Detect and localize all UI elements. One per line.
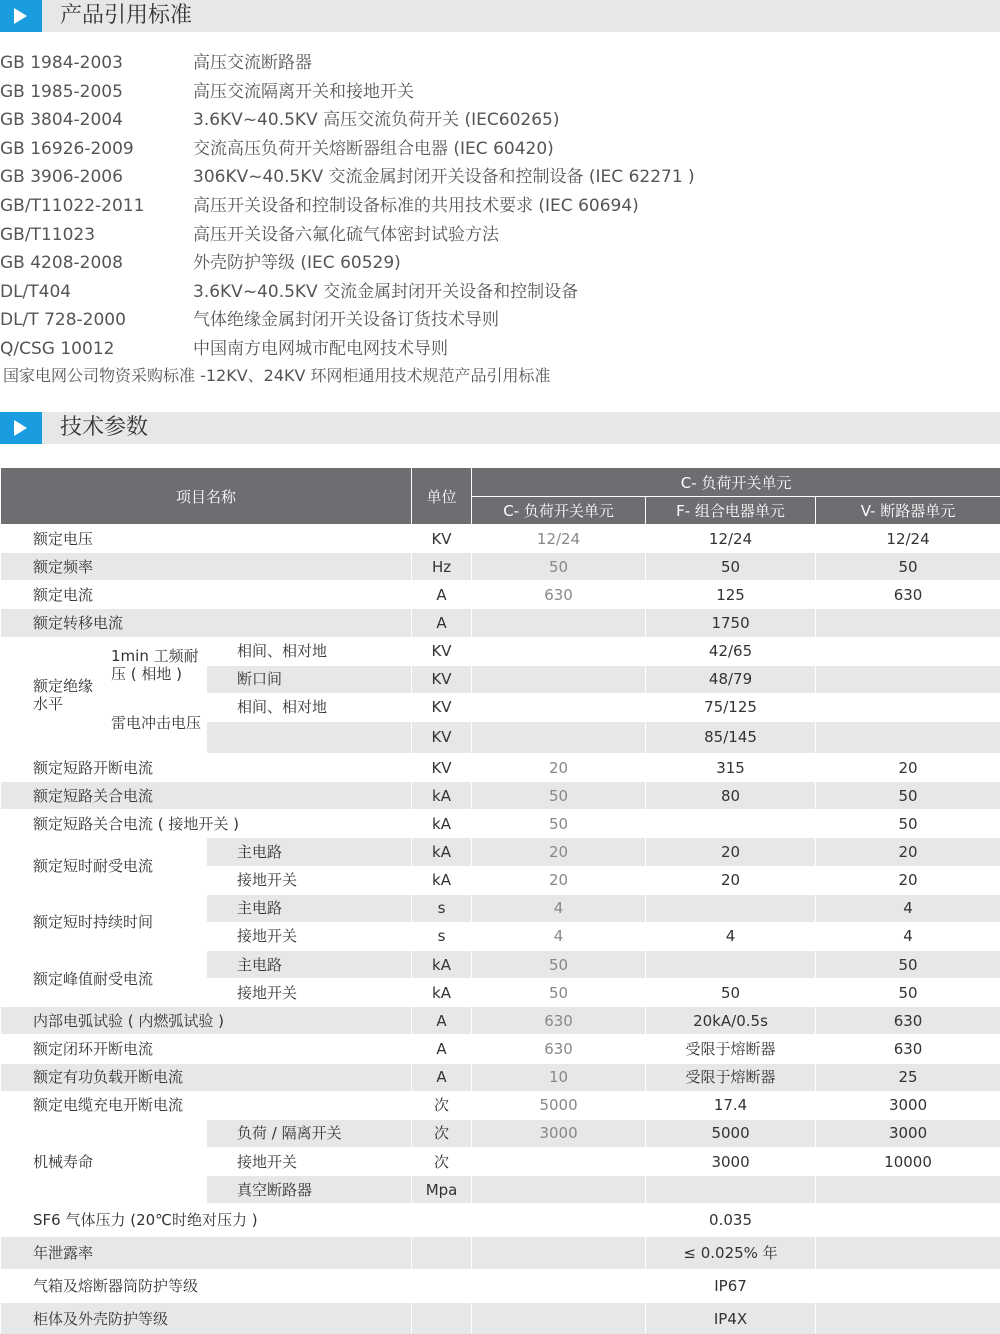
standard-item [0, 163, 1000, 192]
standard-name: 306KV~40.5KV 交流金属封闭开关设备和控制设备 (IEC 62271 ) [193, 167, 695, 188]
table-row: 年泄露率 ≤ 0.025% 年 [1, 1237, 1000, 1270]
table-row: 额定频率 Hz 50 50 50 [1, 553, 1000, 581]
table-row: 内部电弧试验 ( 内燃弧试验 ) A 630 20kA/0.5s 630 [1, 1007, 1000, 1035]
standard-item [0, 106, 1000, 135]
table-row: 气箱及熔断器筒防护等级 IP67 [1, 1270, 1000, 1303]
table-row: 额定电缆充电开断电流 次 5000 17.4 3000 [1, 1091, 1000, 1119]
table-row: 额定绝缘水平 1min 工频耐压 ( 相地 ) 相间、相对地 KV 42/65 [1, 637, 1000, 665]
section-header-standards [0, 0, 1000, 32]
play-arrow-icon [0, 0, 42, 32]
standard-name: 3.6KV~40.5KV 交流金属封闭开关设备和控制设备 [193, 281, 579, 302]
table-row: 额定有功负载开断电流 A 10 受限于熔断器 25 [1, 1063, 1000, 1091]
table-row: 接地开关 kA 20 20 20 [1, 866, 1000, 894]
table-row: 真空断路器 Mpa [1, 1176, 1000, 1204]
standard-code: GB 4208-2008 [0, 253, 123, 274]
table-row: SF6 气体压力 (20℃时绝对压力 ) 0.035 [1, 1204, 1000, 1237]
standard-item [0, 249, 1000, 278]
standard-name: 交流高压负荷开关熔断器组合电器 (IEC 60420) [193, 138, 554, 159]
table-row: 接地开关 s 4 4 4 [1, 922, 1000, 950]
standard-item [0, 335, 1000, 364]
header-col1: C- 负荷开关单元 [472, 497, 646, 525]
standard-name: 高压交流断路器 [193, 53, 312, 73]
parameters-table [0, 467, 1000, 1334]
standard-code: Q/CSG 10012 [0, 338, 115, 359]
section-title: 产品引用标准 [60, 3, 193, 28]
table-row: 柜体及外壳防护等级 IP4X [1, 1303, 1000, 1334]
table-row: 断口间 KV 48/79 [1, 665, 1000, 693]
standard-item [0, 278, 1000, 307]
table-row: 额定转移电流 A 1750 [1, 609, 1000, 637]
section-title: 技术参数 [60, 415, 149, 440]
standard-code: DL/T404 [0, 281, 72, 302]
standard-item [0, 192, 1000, 221]
standard-name: 高压开关设备六氟化硫气体密封试验方法 [193, 224, 499, 245]
table-row: 雷电冲击电压 相间、相对地 KV 75/125 [1, 693, 1000, 721]
header-col2: F- 组合电器单元 [646, 497, 816, 525]
table-row: 额定峰值耐受电流 主电路 kA 50 50 [1, 950, 1000, 978]
standard-item [0, 49, 1000, 78]
table-row: 接地开关 次 3000 10000 [1, 1147, 1000, 1175]
table-row: 额定短路关合电流 ( 接地开关 ) kA 50 50 [1, 810, 1000, 838]
standard-code: GB 3804-2004 [0, 110, 123, 131]
standard-code: GB/T11022-2011 [0, 195, 145, 216]
standard-code: GB 3906-2006 [0, 167, 123, 188]
play-arrow-icon [0, 412, 42, 444]
standard-item [0, 221, 1000, 250]
standard-item [0, 78, 1000, 107]
table-row: 机械寿命 负荷 / 隔离开关 次 3000 5000 3000 [1, 1119, 1000, 1147]
standard-item [0, 364, 1000, 388]
standard-name: 高压开关设备和控制设备标准的共用技术要求 (IEC 60694) [193, 195, 639, 216]
header-col3: V- 断路器单元 [816, 497, 1000, 525]
table-row: 额定电流 A 630 125 630 [1, 581, 1000, 609]
insulation-label: 额定绝缘水平 [1, 637, 105, 753]
table-row: KV 85/145 [1, 721, 1000, 753]
table-row: 额定短时耐受电流 主电路 kA 20 20 20 [1, 838, 1000, 866]
standard-name: 外壳防护等级 (IEC 60529) [193, 253, 401, 274]
standard-item [0, 135, 1000, 164]
standard-code: DL/T 728-2000 [0, 310, 126, 331]
table-row: 额定短时持续时间 主电路 s 4 4 [1, 894, 1000, 922]
standard-name: 3.6KV~40.5KV 高压交流负荷开关 (IEC60265) [193, 110, 560, 131]
section-header-parameters [0, 412, 1000, 444]
standard-item [0, 306, 1000, 335]
table-row: 额定电压 KV 12/24 12/24 12/24 [1, 525, 1000, 553]
table-row: 接地开关 kA 50 50 50 [1, 979, 1000, 1007]
standard-code: GB 1984-2003 [0, 53, 123, 73]
standard-name: 中国南方电网城市配电网技术导则 [193, 338, 448, 359]
standard-code: GB 16926-2009 [0, 138, 134, 159]
header-unit: 单位 [412, 468, 472, 525]
table-row: 额定短路开断电流 KV 20 315 20 [1, 753, 1000, 781]
standard-code: GB 1985-2005 [0, 81, 123, 102]
standards-note: 国家电网公司物资采购标准 -12KV、24KV 环网柜通用技术规范产品引用标准 [3, 365, 551, 385]
standard-name: 气体绝缘金属封闭开关设备订货技术导则 [193, 310, 499, 331]
header-group: C- 负荷开关单元 [472, 468, 1000, 497]
table-row: 额定短路关合电流 kA 50 80 50 [1, 782, 1000, 810]
table-row: 额定闭环开断电流 A 630 受限于熔断器 630 [1, 1035, 1000, 1063]
header-item: 项目名称 [1, 468, 412, 525]
standards-list [0, 49, 1000, 388]
standard-code: GB/T11023 [0, 224, 96, 245]
standard-name: 高压交流隔离开关和接地开关 [193, 81, 414, 102]
